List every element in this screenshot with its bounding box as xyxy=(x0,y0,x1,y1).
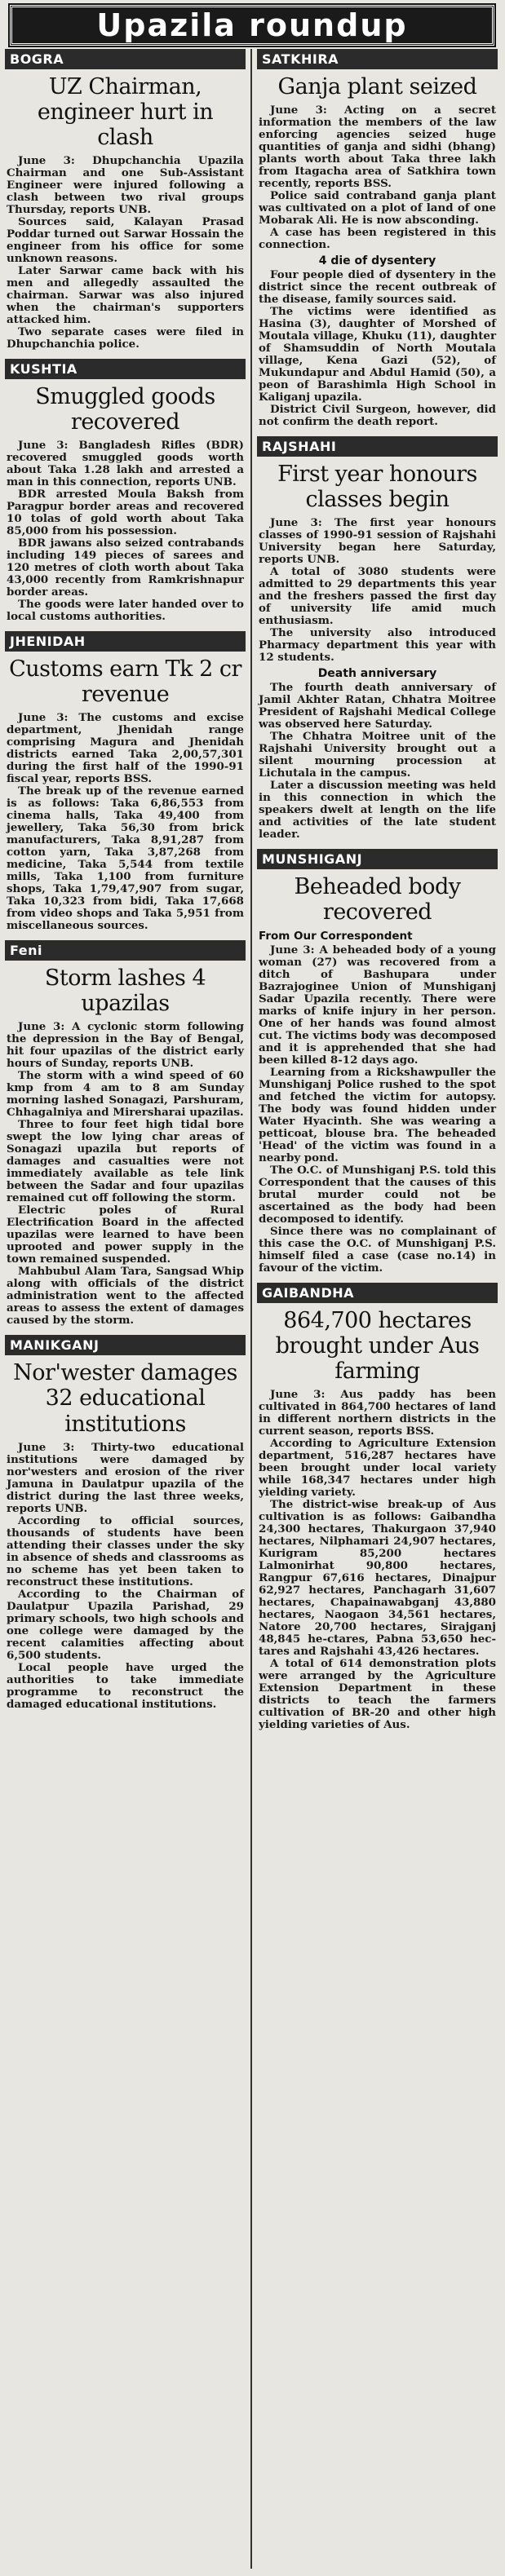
paragraph: June 3: Acting on a secret information the members of the law enforcing agencies seized huge quantities of ganja and sidhi (bhang) plants worth about Taka three lakh from Itagacha area of Satkhira town recently, reports BSS. xyxy=(259,104,496,191)
paragraph: Later Sarwar came back with his men and allegedly assaulted the chairman. Sarwar was also injured when the chairman's supporters attacked him. xyxy=(7,264,244,327)
page-banner xyxy=(10,5,494,46)
paragraph: Police said contraband ganja plant was cultivated on a plot of land of one Mobarak Ali. He is now absconding. xyxy=(259,189,496,228)
story-manikganj xyxy=(5,1335,246,1710)
story-satkhira xyxy=(257,49,498,428)
region-label: MUNSHIGANJ xyxy=(257,849,498,869)
paragraph: June 3: Aus paddy has been cultivated in 864,700 hectares of land in different northern districts in the current season, reports BSS. xyxy=(259,1388,496,1438)
paragraph: Sources said, Kalayan Prasad Poddar turned out Sarwar Hossain the engineer from his office for some unknown reasons. xyxy=(7,215,244,266)
paragraph: Mahbubul Alam Tara, Sangsad Whip along with officials of the district administration went to the affected areas to assess the extent of damages caused by the storm. xyxy=(7,1265,244,1328)
headline: Ganja plant seized xyxy=(277,74,477,99)
paragraph: June 3: The customs and excise department, Jhenidah range comprising Magura and Jhenidah districts earned Taka 2,00,57,301 during the first half of the 1990-91 fiscal year, reports BSS. xyxy=(7,711,244,786)
story-munshiganj xyxy=(257,849,498,1275)
region-label: GAIBANDHA xyxy=(257,1283,498,1303)
paragraph: The break up of the revenue earned is as follows: Taka 6,86,553 from cinema halls, Taka 49,400 from jewellery, Taka 56,30 from brick manufacturers, Taka 8,91,287 from cotton yarn, Taka 3,87,268 from medicine, Taka 5,544 from textile mills, Taka 1,100 from furniture shops, Taka 1,79,47,907 from sugar, Taka 10,323 from bidi, Taka 17,668 from video shops and Taka 5,951 from miscellaneous sources. xyxy=(7,784,244,933)
paragraph: The O.C. of Munshiganj P.S. told this Correspondent that the causes of this brutal murder could not be ascertained as the body had been decomposed to identify. xyxy=(259,1164,496,1226)
page-title: Upazila roundup xyxy=(96,7,408,43)
story-rajshahi xyxy=(257,436,498,841)
story-kushtia xyxy=(5,359,246,623)
region-label: BOGRA xyxy=(5,49,246,69)
headline: UZ Chairman, engineer hurt in clash xyxy=(37,74,214,151)
paragraph: June 3: The first year honours classes of 1990-91 session of Rajshahi University began here Saturday, reports UNB. xyxy=(259,516,496,567)
paragraph: According to official sources, thousands of students have been attending their classes under the sky in absence of sheds and classrooms as no scheme has yet been taken to reconstruct these institutions. xyxy=(7,1513,244,1588)
story-gaibandha xyxy=(257,1283,498,1731)
paragraph: Since there was no complainant of this case the O.C. of Munshiganj P.S. himself filed a case (case no.14) in favour of the victim. xyxy=(259,1225,496,1275)
paragraph: District Civil Surgeon, however, did not confirm the death report. xyxy=(259,403,496,429)
story-feni xyxy=(5,940,246,1327)
paragraph: The goods were later handed over to local customs authorities. xyxy=(7,598,244,624)
paragraph: June 3: Dhupchanchia Upazila Chairman and one Sub-Assistant Engineer were injured following a clash between two rival groups Thursday, reports UNB. xyxy=(7,154,244,217)
region-label: KUSHTIA xyxy=(5,359,246,379)
column-divider xyxy=(250,49,252,2569)
headline: 864,700 hectares brought under Aus farming xyxy=(275,1308,480,1385)
region-label: SATKHIRA xyxy=(257,49,498,69)
paragraph: June 3: Bangladesh Rifles (BDR) recovered smuggled goods worth about Taka 1.28 lakh and arrested a man in this connection, reports UNB. xyxy=(7,439,244,489)
right-column xyxy=(257,49,498,1739)
paragraph: According to Agriculture Extension department, 516,287 hectares have been brought under local variety while 168,347 hectares under high yielding variety. xyxy=(259,1437,496,1500)
paragraph: BDR jawans also seized contrabands including 149 pieces of sarees and 120 metres of cloth worth about Taka 43,000 recently from Ramkrishnapur border areas. xyxy=(7,537,244,599)
headline: Smuggled goods recovered xyxy=(35,384,215,435)
paragraph: June 3: A beheaded body of a young woman (27) was recovered from a ditch of Bashupara under Bazrajoginee Union of Munshiganj Sadar Upazila recently. There were marks of knife injury in her person. One of her hands was found almost cut. The victims body was decomposed and it is apprehended that she had been killed 8-12 days ago. xyxy=(259,943,496,1067)
paragraph: Two separate cases were filed in Dhupchanchia police. xyxy=(7,325,244,351)
headline: First year honours classes begin xyxy=(277,462,477,513)
story-jhenidah xyxy=(5,631,246,932)
left-column xyxy=(5,49,246,1719)
paragraph: BDR arrested Moula Baksh from Paragpur border areas and recovered 10 tolas of gold worth about Taka 85,000 from his possession. xyxy=(7,488,244,538)
paragraph: The Chhatra Moitree unit of the Rajshahi University brought out a silent mourning procession at Lichutala in the campus. xyxy=(259,730,496,780)
paragraph: A case has been registered in this connection. xyxy=(259,226,496,252)
paragraph: Three to four feet high tidal bore swept the low lying char areas of Sonagazi upazila but reports of damages and casualties were not immediately available as tele link between the Sadar and four upazilas remained cut off following the storm. xyxy=(7,1118,244,1205)
paragraph: Later a discussion meeting was held in this connection in which the speakers dwelt at length on the life and activities of the late student leader. xyxy=(259,779,496,842)
paragraph: According to the Chairman of Daulatpur Upazila Parishad, 29 primary schools, two high schools and one college were damaged by the recent calamities affecting about 6,500 students. xyxy=(7,1587,244,1662)
region-label: RAJSHAHI xyxy=(257,436,498,457)
headline: Beheaded body recovered xyxy=(294,874,461,926)
paragraph: The university also introduced Pharmacy department this year with 12 students. xyxy=(259,626,496,665)
paragraph: The district-wise break-up of Aus cultivation is as follows: Gaibandha 24,300 hectares, Thakurgaon 37,940 hectares, Nilphamari 24,907 hectares, Kurigram 85,200 hectares Lalmonirhat 90,800 hectares, Rangpur 67,616 hectares, Dinajpur 62,927 hectares, Panchagarh 31,607 hectares, Chapainawabganj 43,880 hectares, Naogaon 34,561 hectares, Natore 20,700 hectares, Sirajganj 48,845 he-ctares, Pabna 53,650 hec-tares and Rajshahi 43,426 hectares. xyxy=(259,1498,496,1659)
paragraph: The fourth death anniversary of Jamil Akhter Ratan, Chhatra Moitree President of Rajshahi Medical College was observed here Saturday. xyxy=(259,681,496,731)
region-label: Feni xyxy=(5,940,246,961)
headline: Customs earn Tk 2 cr revenue xyxy=(9,656,241,708)
paragraph: The victims were identified as Hasina (3), daughter of Morshed of Moutala village, Khuku (11), daughter of Shamsuddin of North Moutala village, Kena Gazi (52), of Mukundapur and Abdul Hamid (50), a peon of Barashimla High School in Kaliganj upazila. xyxy=(259,305,496,404)
subheading: 4 die of dysentery xyxy=(318,254,436,268)
paragraph: Learning from a Rickshawpuller the Munshiganj Police rushed to the spot and fetched the victim for autopsy. The body was found hidden under Water Hyacinth. She was wearing a petticoat, blouse bra. The beheaded 'Head' of the victim was found in a nearby pond. xyxy=(259,1066,496,1165)
headline: Storm lashes 4 upazilas xyxy=(44,965,206,1017)
region-label: MANIKGANJ xyxy=(5,1335,246,1355)
headline: Nor'wester damages 32 educational institutions xyxy=(13,1360,237,1437)
byline: From Our Correspondent xyxy=(259,930,413,943)
story-bogra xyxy=(5,49,246,351)
paragraph: Electric poles of Rural Electrification Board in the affected upazilas were learned to have been uprooted and power supply in the town remained suspended. xyxy=(7,1204,244,1266)
subheading: Death anniversary xyxy=(317,667,437,681)
region-label: JHENIDAH xyxy=(5,631,246,652)
paragraph: June 3: Thirty-two educational institutions were damaged by nor'westers and erosion of the river Jamuna in Daulatpur upazila of the district during the last three weeks, reports UNB. xyxy=(7,1440,244,1515)
paragraph: June 3: A cyclonic storm following the depression in the Bay of Bengal, hit four upazilas of the district early hours of Sunday, reports UNB. xyxy=(7,1020,244,1071)
paragraph: The storm with a wind speed of 60 kmp from 4 am to 8 am Sunday morning lashed Sonagazi, Parshuram, Chhagalniya and Mirersharai upazilas. xyxy=(7,1069,244,1120)
paragraph: A total of 3080 students were admitted to 29 departments this year and the freshers passed the first day of university life amid much enthusiasm. xyxy=(259,565,496,628)
paragraph: Local people have urged the authorities to take immediate programme to reconstruct the damaged educational institutions. xyxy=(7,1660,244,1711)
paragraph: Four people died of dysentery in the district since the recent outbreak of the disease, family sources said. xyxy=(259,268,496,307)
paragraph: A total of 614 demonstration plots were arranged by the Agriculture Extension Department in these districts to teach the farmers cultivation of BR-20 and other high yielding varieties of Aus. xyxy=(259,1657,496,1732)
